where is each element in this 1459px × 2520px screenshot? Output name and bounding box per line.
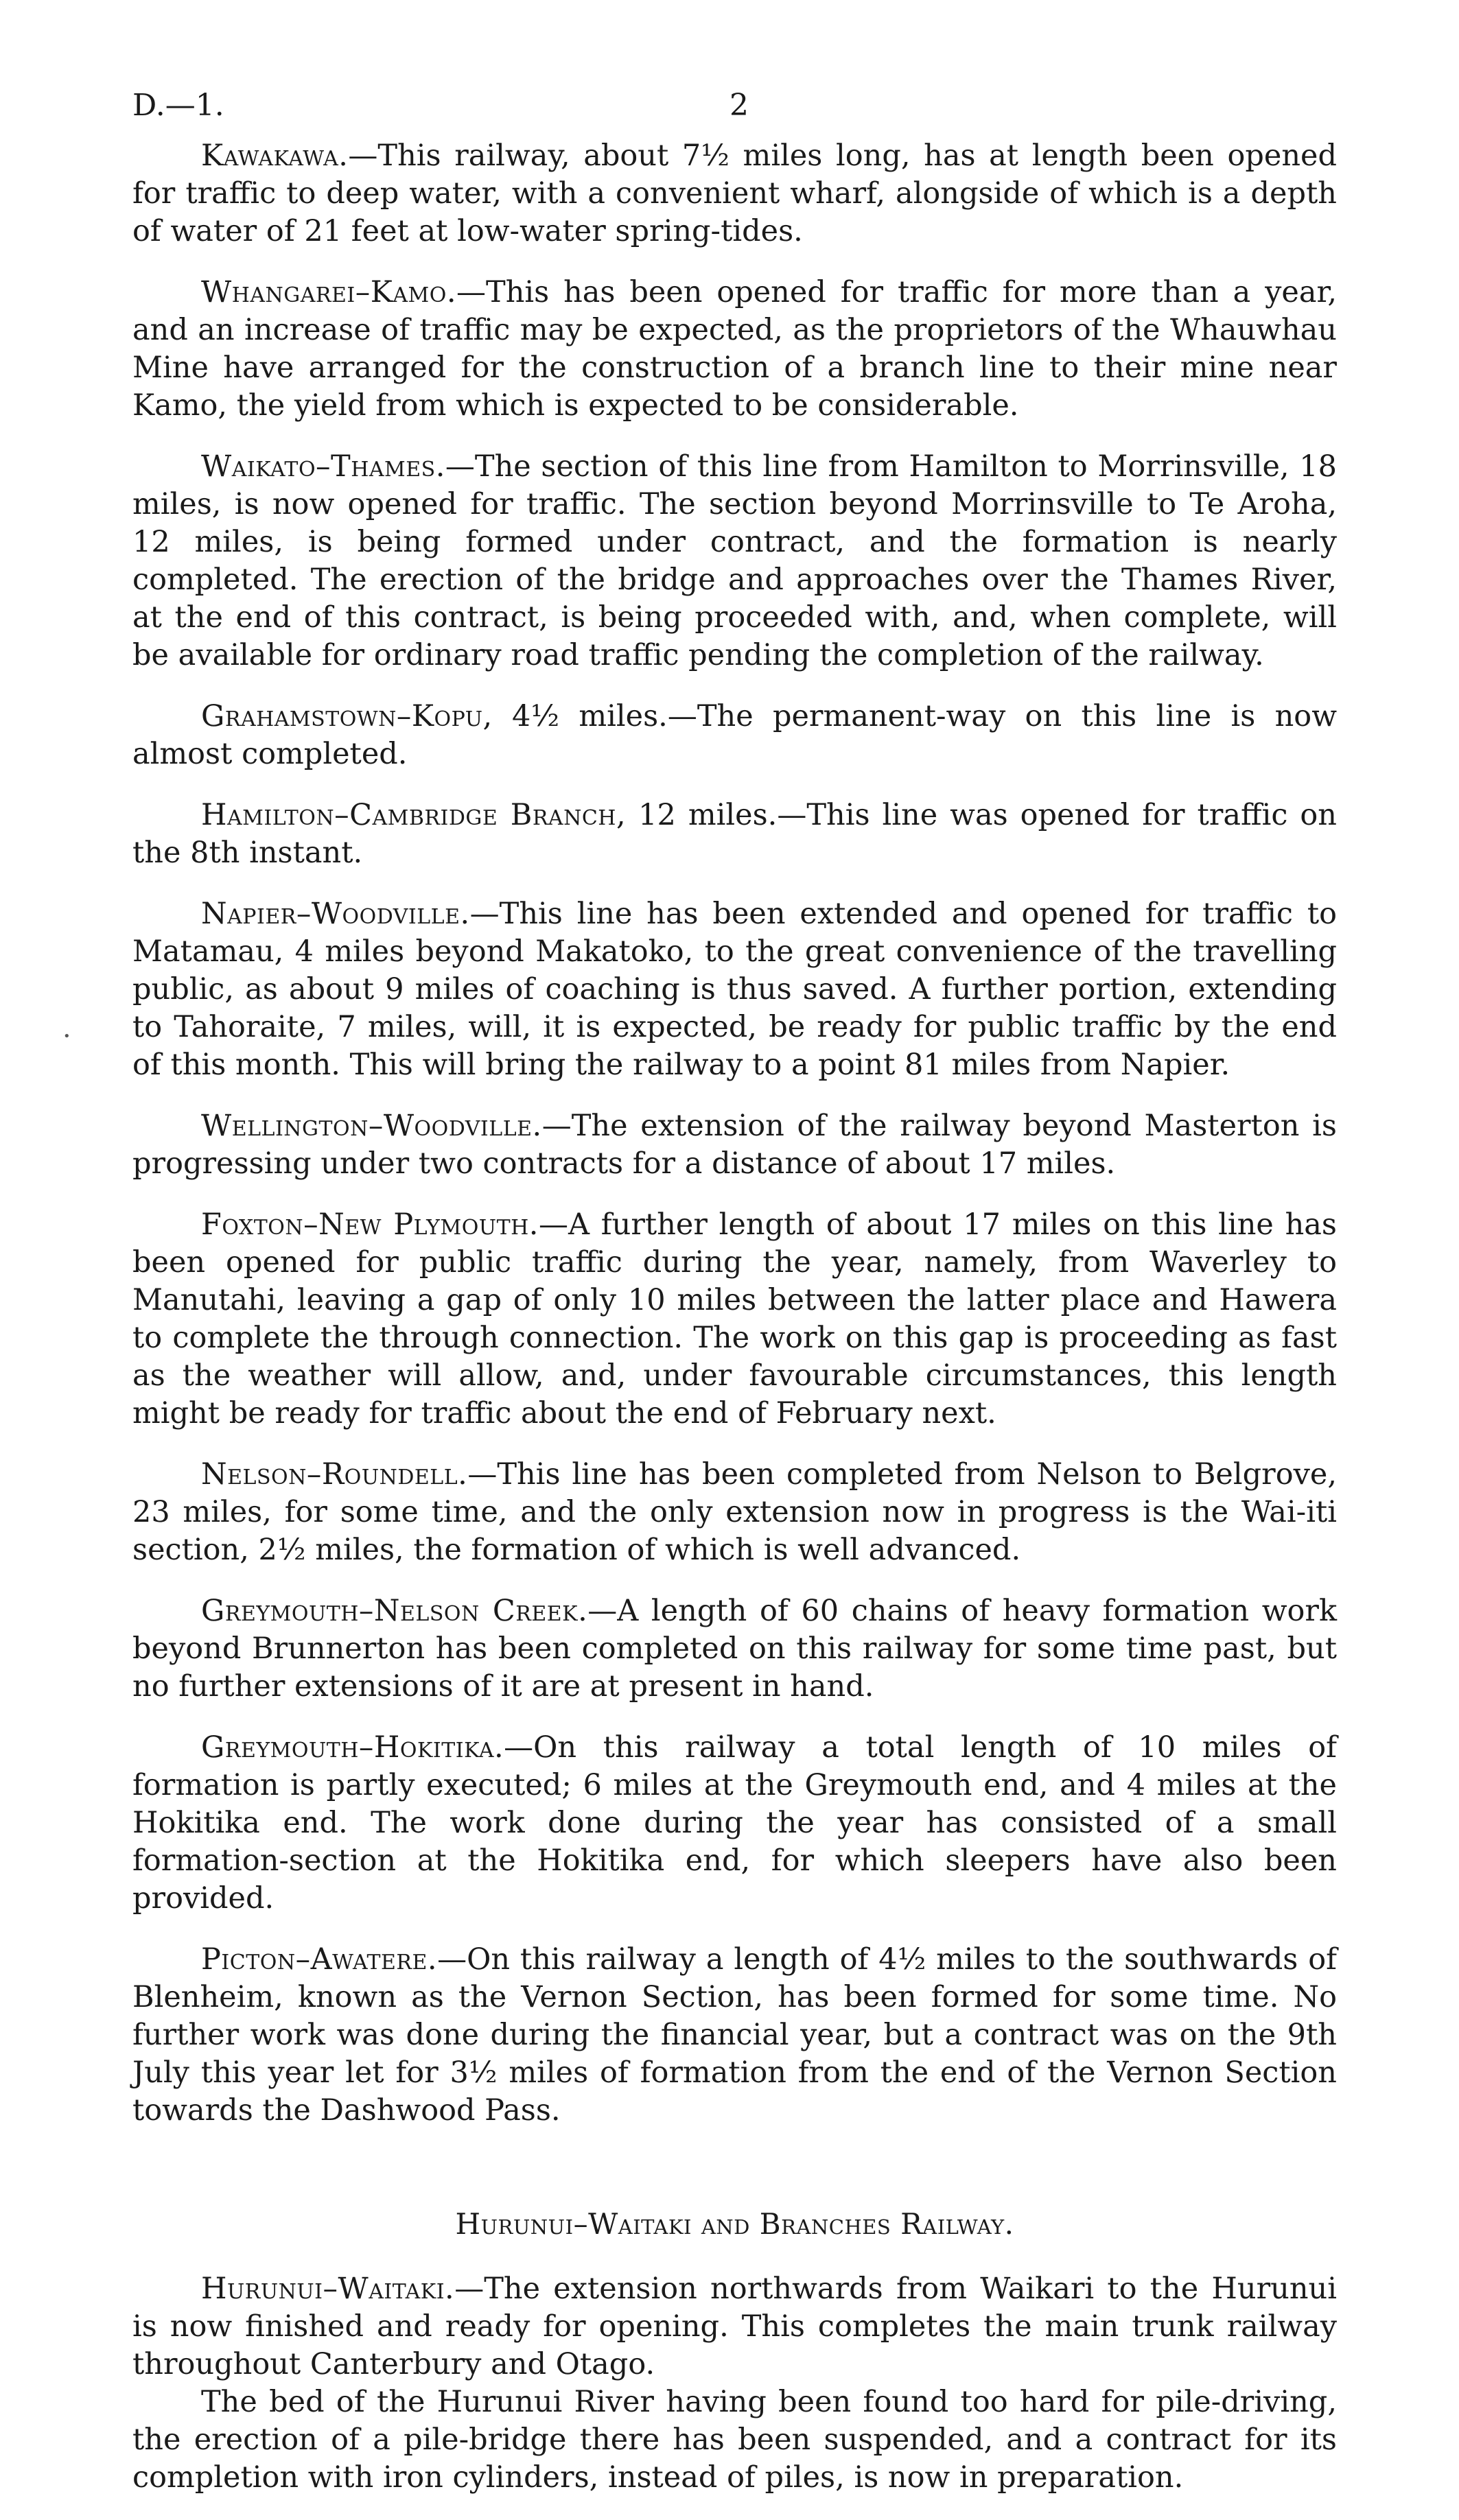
paragraph-lead: Whangarei–Kamo. xyxy=(201,275,457,309)
paragraph-lead: Hamilton–Cambridge Branch, xyxy=(201,798,627,832)
paragraph-wellington-woodville xyxy=(132,1107,1337,1183)
paragraph-lead: Napier–Woodville. xyxy=(201,897,470,931)
page xyxy=(132,82,1337,2520)
paragraph-whangarei-kamo xyxy=(132,274,1337,425)
paragraph-lead: Foxton–New Plymouth. xyxy=(201,1208,539,1242)
paragraph-text: —The extension northwards from Waikari to the Hurunui is now finished and ready for opening. This completes the main trunk railway throughout Canterbury and Otago. xyxy=(132,2272,1337,2381)
paragraph-text: —This line has been extended and opened for traffic to Matamau, 4 miles beyond Makatoko, to the great convenience of the travelling public, as about 9 miles of coaching is thus saved. A further portion, extending to Tahoraite, 7 miles, will, it is expected, be ready for public traffic by the end of this month. This will bring the railway to a point 81 miles from Napier. xyxy=(132,897,1337,1082)
paragraph-text: —The section of this line from Hamilton to Morrinsville, 18 miles, is now opened for traffic. The section beyond Morrinsville to Te Aroha, 12 miles, is being formed under contract, and the formation is nearly completed. The erection of the bridge and approaches over the Thames River, at the end of this contract, is being proceeded with, and, when complete, will be available for ordinary road traffic pending the completion of the railway. xyxy=(132,449,1337,672)
paragraph-waikato-thames xyxy=(132,448,1337,674)
paragraph-text: —This railway, about 7½ miles long, has at length been opened for traffic to deep water, with a convenient wharf, alongside of which is a depth of water of 21 feet at low-water spring-tides. xyxy=(132,139,1337,248)
section-heading: Hurunui–Waitaki and Branches Railway. xyxy=(455,2207,1014,2241)
paragraph-nelson-roundell xyxy=(132,1456,1337,1569)
paragraph-napier-woodville xyxy=(132,895,1337,1084)
paragraph-lead: Greymouth–Hokitika. xyxy=(201,1730,504,1765)
paragraph-kawakawa xyxy=(132,137,1337,250)
paragraph-text: 4½ miles.—The permanent-way on this line is now almost completed. xyxy=(132,699,1337,771)
paragraph-hamilton-cambridge xyxy=(132,797,1337,872)
paragraph-picton-awatere xyxy=(132,1941,1337,2130)
paragraph-hurunui-waitaki xyxy=(132,2270,1337,2383)
paragraph-text: 12 miles.—This line was opened for traffic on the 8th instant. xyxy=(132,798,1337,870)
paragraph-grahamstown-kopu xyxy=(132,698,1337,773)
paragraph-foxton-new-plymouth xyxy=(132,1206,1337,1433)
paragraph-lead: Kawakawa. xyxy=(201,139,349,173)
paragraph-lead: Greymouth–Nelson Creek. xyxy=(201,1594,588,1628)
page-number: 2 xyxy=(729,88,749,123)
margin-speck: • xyxy=(63,1029,71,1044)
paragraph-text: —On this railway a total length of 10 miles of formation is partly executed; 6 miles at the Greymouth end, and 4 miles at the Hokitika end. The work done during the year has consisted of a small formation-section at the Hokitika end, for which sleepers have also been provided. xyxy=(132,1730,1337,1916)
document-reference: D.—1. xyxy=(132,88,224,123)
page-header xyxy=(132,82,1337,137)
paragraph-lead: Nelson–Roundell. xyxy=(201,1457,468,1492)
paragraph-lead: Hurunui–Waitaki. xyxy=(201,2272,455,2306)
paragraph-text: —On this railway a length of 4½ miles to the southwards of Blenheim, known as the Vernon Section, has been formed for some time. No further work was done during the financial year, but a contract was on the 9th July this year let for 3½ miles of formation from the end of the Vernon Section towards the Dashwood Pass. xyxy=(132,1942,1337,2128)
paragraph-lead: Grahamstown–Kopu, xyxy=(201,699,493,733)
paragraph-text: —The extension of the railway beyond Masterton is progressing under two contracts for a distance of about 17 miles. xyxy=(132,1109,1337,1181)
paragraph-lead: Wellington–Woodville. xyxy=(201,1109,542,1143)
paragraph-text: —This has been opened for traffic for more than a year, and an increase of traffic may be expected, as the proprietors of the Whauwhau Mine have arranged for the construction of a branch line to their mine near Kamo, the yield from which is expected to be considerable. xyxy=(132,275,1337,423)
paragraph-lead: Waikato–Thames. xyxy=(201,449,445,484)
paragraph-text: —This line has been completed from Nelson to Belgrove, 23 miles, for some time, and the only extension now in progress is the Wai-iti section, 2½ miles, the formation of which is well advanced. xyxy=(132,1457,1337,1567)
paragraph-lead: Picton–Awatere. xyxy=(201,1942,438,1977)
paragraph-text: —A further length of about 17 miles on this line has been opened for public traffic during the year, namely, from Waverley to Manutahi, leaving a gap of only 10 miles between the latter place and Hawera to complete the through connection. The work on this gap is proceeding as fast as the weather will allow, and, under favourable circumstances, this length might be ready for traffic about the end of February next. xyxy=(132,1208,1337,1430)
paragraph-hurunui-river-bridge xyxy=(132,2383,1337,2497)
paragraph-text: —A length of 60 chains of heavy formation work beyond Brunnerton has been completed on this railway for some time past, but no further extensions of it are at present in hand. xyxy=(132,1594,1337,1704)
paragraph-greymouth-hokitika xyxy=(132,1729,1337,1918)
paragraph-text: The bed of the Hurunui River having been found too hard for pile-driving, the erection of a pile-bridge there has been suspended, and a contract for its completion with iron cylinders, instead of piles, is now in preparation. xyxy=(132,2385,1337,2495)
paragraph-greymouth-nelson-creek xyxy=(132,1592,1337,1706)
